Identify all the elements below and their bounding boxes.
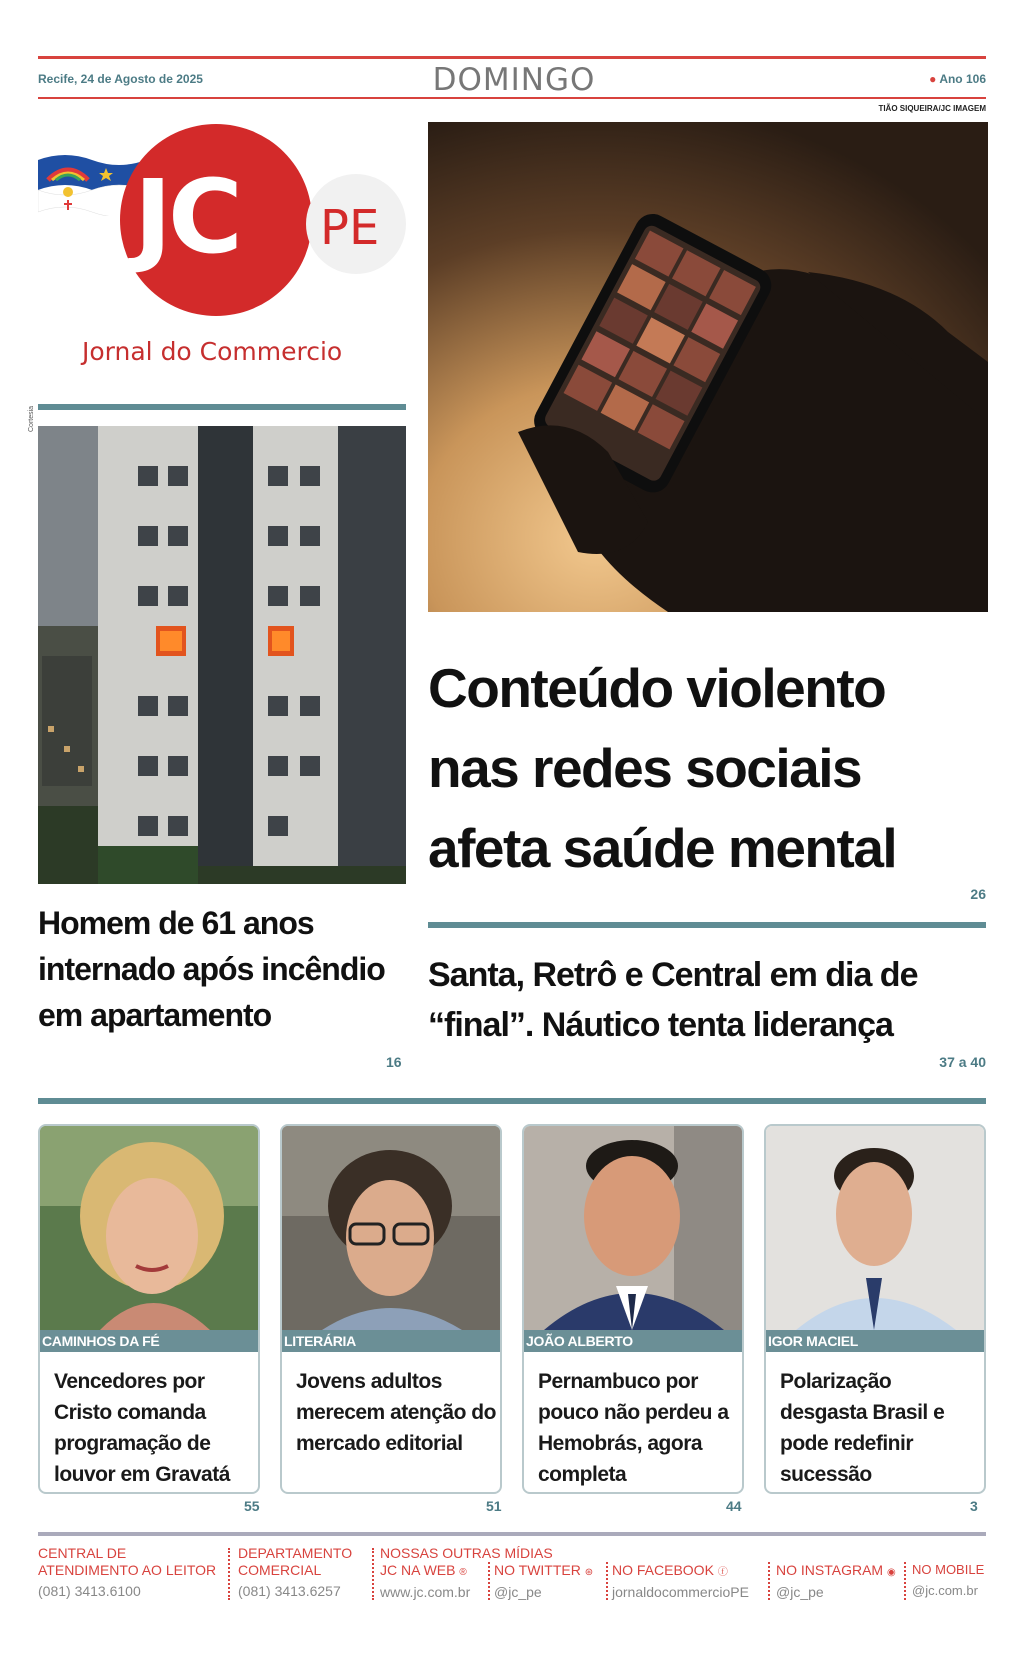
column-title[interactable]: Pernambuco por pouco não perdeu a Hemobrás, agora completa — [538, 1370, 729, 1486]
edition-day: DOMINGO — [432, 62, 596, 98]
edition-year-text: Ano 106 — [939, 72, 986, 86]
columnist-photo — [524, 1126, 742, 1330]
column-page: 51 — [486, 1498, 502, 1514]
photo-credit-main: TIÃO SIQUEIRA/JC IMAGEM — [878, 104, 986, 113]
footer-separator — [606, 1562, 608, 1600]
footer-instagram[interactable] — [776, 1562, 896, 1600]
top-rule — [38, 56, 986, 59]
footer-divider — [38, 1532, 986, 1536]
footer-separator — [372, 1548, 374, 1600]
web-value[interactable]: www.jc.com.br — [380, 1584, 471, 1600]
column-page: 3 — [970, 1498, 978, 1514]
fire-story-page: 16 — [386, 1054, 402, 1070]
footer-separator — [768, 1562, 770, 1600]
column-card[interactable] — [764, 1124, 986, 1494]
comercial-phone[interactable]: (081) 3413.6257 — [238, 1583, 341, 1599]
sport-headline[interactable]: Santa, Retrô e Central em dia de “final”. Náutico tenta liderança — [428, 956, 918, 1044]
fire-headline[interactable]: Homem de 61 anos internado após incêndio em apartamento — [38, 905, 385, 1033]
sport-story-page: 37 a 40 — [939, 1054, 986, 1070]
central-phone[interactable]: (081) 3413.6100 — [38, 1583, 141, 1599]
column-title[interactable]: Polarização desgasta Brasil e pode redefinir sucessão — [780, 1370, 945, 1486]
column-card[interactable] — [280, 1124, 502, 1494]
instagram-label: NO INSTAGRAM — [776, 1562, 884, 1578]
edition-date: Recife, 24 de Agosto de 2025 — [38, 72, 203, 86]
columnist-photo — [766, 1126, 984, 1330]
facebook-icon: ⓕ — [717, 1567, 728, 1578]
photo-credit-side: Cortesia — [28, 405, 35, 432]
web-label: JC NA WEB — [380, 1562, 456, 1578]
edition-year: ● Ano 106 — [929, 72, 986, 86]
column-page: 44 — [726, 1498, 742, 1514]
twitter-icon: ⊛ — [584, 1567, 594, 1578]
footer-twitter[interactable] — [494, 1562, 593, 1600]
central-label: CENTRAL DE ATENDIMENTO AO LEITOR — [38, 1545, 217, 1578]
facebook-value[interactable]: jornaldocommercioPE — [612, 1584, 749, 1600]
footer-central — [38, 1545, 218, 1600]
logo-jc-text: JC — [134, 158, 239, 277]
mobile-value[interactable]: @jc.com.br — [912, 1583, 978, 1598]
column-title[interactable]: Jovens adultos merecem atenção do mercado editorial — [296, 1370, 496, 1455]
twitter-label: NO TWITTER — [494, 1562, 581, 1578]
instagram-value[interactable]: @jc_pe — [776, 1584, 824, 1600]
twitter-value[interactable]: @jc_pe — [494, 1584, 542, 1600]
footer-separator — [228, 1548, 230, 1600]
footer-mobile[interactable] — [912, 1562, 984, 1598]
mobile-label: NO MOBILE — [912, 1562, 985, 1577]
burning-building-image — [38, 426, 406, 884]
logo-newspaper-name: Jornal do Commercio — [82, 337, 343, 366]
footer-comercial — [238, 1545, 366, 1600]
column-card[interactable] — [522, 1124, 744, 1494]
column-page: 55 — [244, 1498, 260, 1514]
facebook-label: NO FACEBOOK — [612, 1562, 714, 1578]
main-story-page: 26 — [970, 886, 986, 902]
footer-facebook[interactable] — [612, 1562, 749, 1600]
columnist-photo — [282, 1126, 500, 1330]
comercial-label: DEPARTAMENTO COMERCIAL — [238, 1545, 353, 1578]
footer-separator — [488, 1562, 490, 1600]
footer-separator — [904, 1562, 906, 1600]
woman-portrait-image — [40, 1126, 258, 1330]
footer-web[interactable] — [380, 1562, 470, 1600]
sport-divider — [428, 922, 986, 928]
man-glasses-portrait-image — [282, 1126, 500, 1330]
main-story-photo[interactable] — [428, 122, 988, 612]
instagram-icon: ◉ — [886, 1567, 896, 1578]
column-tag: LITERÁRIA — [282, 1330, 500, 1352]
columns-divider — [38, 1098, 986, 1104]
main-headline[interactable]: Conteúdo violento nas redes sociais afeta saúde mental — [428, 657, 897, 879]
column-card[interactable] — [38, 1124, 260, 1494]
fire-story-photo[interactable] — [38, 426, 406, 884]
columnist-photo — [40, 1126, 258, 1330]
column-tag: IGOR MACIEL — [766, 1330, 984, 1352]
logo-divider — [38, 404, 406, 410]
newspaper-logo[interactable] — [38, 122, 414, 374]
man-suit-portrait-image — [524, 1126, 742, 1330]
column-tag: JOÃO ALBERTO — [524, 1330, 742, 1352]
web-icon: ® — [459, 1567, 467, 1578]
phone-silhouette-image — [428, 122, 988, 612]
column-title[interactable]: Vencedores por Cristo comanda programação de louvor em Gravatá — [54, 1370, 230, 1486]
footer-outras-label: NOSSAS OUTRAS MÍDIAS — [380, 1545, 553, 1561]
column-tag: CAMINHOS DA FÉ — [40, 1330, 258, 1352]
logo-pe-text: PE — [320, 200, 380, 256]
man-shirt-portrait-image — [766, 1126, 984, 1330]
